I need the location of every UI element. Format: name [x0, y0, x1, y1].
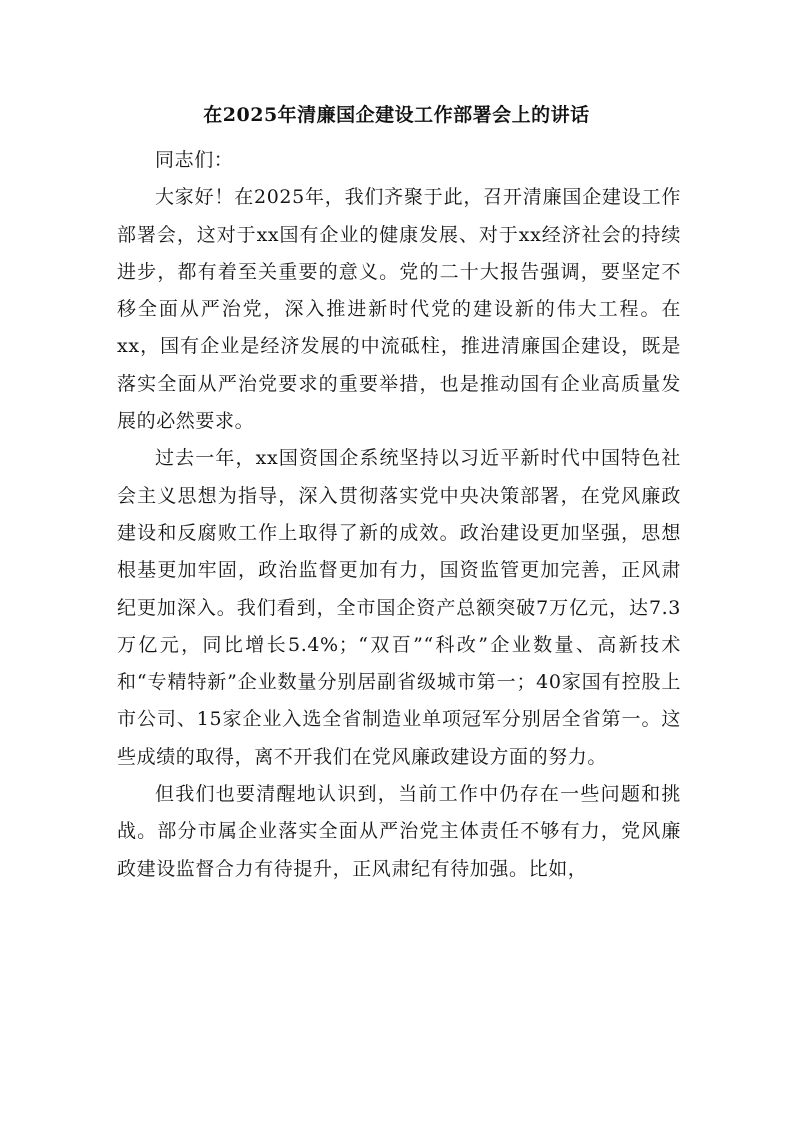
document-title: 在2025年清廉国企建设工作部署会上的讲话 — [203, 104, 590, 126]
paragraph-3: 但我们也要清醒地认识到，当前工作中仍存在一些问题和挑战。部分市属企业落实全面从严治党主体责任不够有力，党风廉政建设监督合力有待提升，正风肃纪有待加强。比如， — [117, 783, 681, 880]
document-body — [117, 142, 681, 888]
paragraph-2: 过去一年，xx国资国企系统坚持以习近平新时代中国特色社会主义思想为指导，深入贯彻落实党中央决策部署，在党风廉政建设和反腐败工作上取得了新的成效。政治建设更加坚强，思想根基更加牢固，政治监督更加有力，国资监管更加完善，正风肃纪更加深入。我们看到，全市国企资产总额突破7万亿元，达7.3万亿元，同比增长5.4%；“双百”“科改”企业数量、高新技术和“专精特新”企业数量分别居副省级城市第一；40家国有控股上市公司、15家企业入选全省制造业单项冠军分别居全省第一。这些成绩的取得，离不开我们在党风廉政建设方面的努力。 — [117, 447, 681, 768]
paragraph-1: 大家好！在2025年，我们齐聚于此，召开清廉国企建设工作部署会，这对于xx国有企业的健康发展、对于xx经济社会的持续进步，都有着至关重要的意义。党的二十大报告强调，要坚定不移全面从严治党，深入推进新时代党的建设新的伟大工程。在xx，国有企业是经济发展的中流砥柱，推进清廉国企建设，既是落实全面从严治党要求的重要举措，也是推动国有企业高质量发展的必然要求。 — [117, 186, 681, 433]
salutation: 同志们： — [155, 149, 234, 171]
